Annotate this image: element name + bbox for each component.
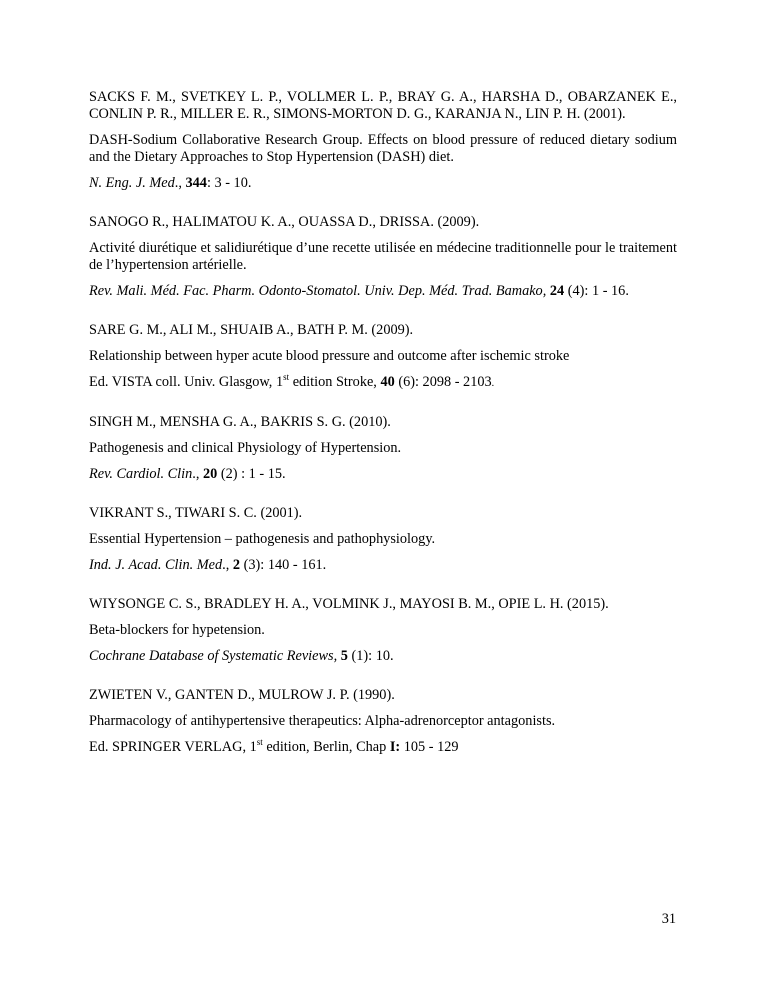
edition: edition Stroke,	[289, 374, 381, 390]
pages: (3): 140 - 161.	[240, 557, 327, 573]
volume: 5	[340, 648, 348, 664]
pages: (4): 1 - 16.	[567, 283, 629, 299]
reference-entry	[89, 596, 677, 665]
reference-authors: VIKRANT S., TIWARI S. C. (2001).	[89, 505, 303, 521]
journal-name: N. Eng. J. Med	[89, 175, 175, 191]
publisher: Ed. VISTA coll. Univ. Glasgow, 1	[89, 374, 284, 390]
source-punct: .,	[174, 175, 182, 191]
reference-source	[89, 466, 677, 483]
reference-source	[89, 374, 677, 392]
edition: edition, Berlin, Chap	[262, 739, 390, 755]
reference-source	[89, 557, 677, 574]
pages: (1): 10.	[347, 648, 394, 664]
journal-name: Rev. Mali. Méd. Fac. Pharm. Odonto-Stomatol. Univ. Dep. Méd. Trad. Bamako,	[89, 283, 547, 299]
reference-title: DASH-Sodium Collaborative Research Group. Effects on blood pressure of reduced dietary sodium and the Dietary Approaches to Stop Hypertension (DASH) diet.	[89, 132, 677, 165]
reference-authors: ZWIETEN V., GANTEN D., MULROW J. P. (1990).	[89, 687, 395, 703]
reference-authors: SANOGO R., HALIMATOU K. A., OUASSA D., DRISSA. (2009).	[89, 214, 480, 230]
chapter: I:	[389, 739, 401, 755]
reference-entry	[89, 214, 677, 300]
reference-title: Relationship between hyper acute blood pressure and outcome after ischemic stroke	[89, 348, 570, 364]
reference-source	[89, 283, 677, 300]
reference-title: Pharmacology of antihypertensive therapeutics: Alpha-adrenorceptor antagonists.	[89, 713, 556, 729]
volume: 344	[185, 175, 207, 191]
pages: 105 - 129	[400, 739, 459, 755]
volume: 2	[232, 557, 241, 573]
reference-authors: SARE G. M., ALI M., SHUAIB A., BATH P. M. (2009).	[89, 322, 414, 338]
reference-source	[89, 175, 677, 192]
page-number: 31	[661, 911, 676, 927]
reference-authors: SACKS F. M., SVETKEY L. P., VOLLMER L. P., BRAY G. A., HARSHA D., OBARZANEK E., CONLIN P. R., MILLER E. R., SIMONS-MORTON D. G., KARANJA N., LIN P. H. (2001).	[89, 89, 677, 122]
volume: 40	[380, 374, 395, 390]
ordinal-suffix: st	[256, 737, 263, 748]
journal-name: Rev. Cardiol. Clin	[89, 466, 193, 482]
journal-name: Ind. J. Acad. Clin. Med	[89, 557, 223, 573]
reference-source	[89, 739, 677, 756]
source-punct: .,	[192, 466, 203, 482]
volume: 20	[202, 466, 218, 482]
reference-entry	[89, 505, 677, 574]
reference-entry	[89, 322, 677, 392]
reference-title: Beta-blockers for hypetension.	[89, 622, 265, 638]
reference-entry	[89, 89, 677, 192]
pages: : 3 - 10.	[206, 175, 252, 191]
source-tail: .	[491, 378, 495, 389]
reference-list	[89, 89, 677, 756]
journal-name: Cochrane Database of Systematic Reviews,	[89, 648, 338, 664]
ordinal-suffix: st	[283, 372, 290, 383]
pages: (6): 2098 - 2103	[394, 374, 492, 390]
reference-title: Pathogenesis and clinical Physiology of Hypertension.	[89, 440, 402, 456]
reference-source	[89, 648, 677, 665]
reference-authors: WIYSONGE C. S., BRADLEY H. A., VOLMINK J., MAYOSI B. M., OPIE L. H. (2015).	[89, 596, 609, 612]
reference-title: Activité diurétique et salidiurétique d’une recette utilisée en médecine traditionnelle pour le traitement de l’hypertension artérielle.	[89, 240, 677, 273]
reference-authors: SINGH M., MENSHA G. A., BAKRIS S. G. (2010).	[89, 414, 391, 430]
reference-entry	[89, 414, 677, 483]
source-punct: .,	[222, 557, 233, 573]
reference-entry	[89, 687, 677, 756]
reference-title: Essential Hypertension – pathogenesis and pathophysiology.	[89, 531, 436, 547]
pages: (2) : 1 - 15.	[217, 466, 286, 482]
volume: 24	[549, 283, 565, 299]
publisher: Ed. SPRINGER VERLAG, 1	[89, 739, 257, 755]
